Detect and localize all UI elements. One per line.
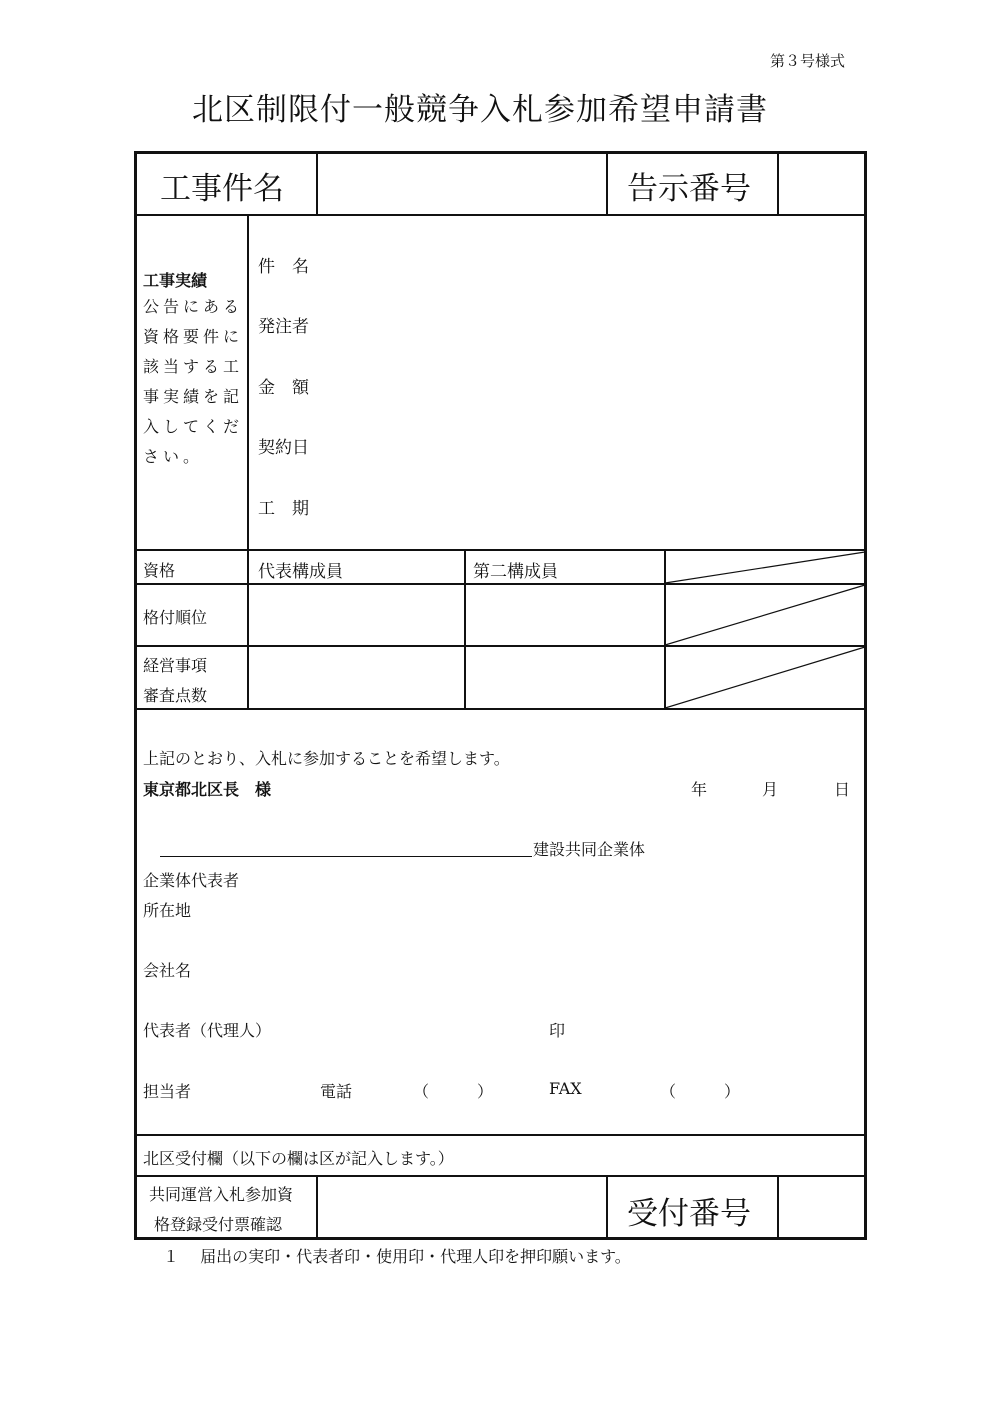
- record-field-name: 件 名: [258, 257, 309, 277]
- jv-suffix: 建設共同企業体: [533, 840, 646, 859]
- representative-member-header: 代表構成員: [258, 562, 343, 582]
- record-heading: 工事実績: [143, 271, 208, 290]
- representative-company-label: 企業体代表者: [143, 871, 240, 890]
- form-number: 第３号様式: [770, 52, 846, 70]
- fax-parentheses: （ ）: [660, 1082, 741, 1101]
- page-title: 北区制限付一般競争入札参加希望申請書: [192, 92, 768, 128]
- second-member-header: 第二構成員: [473, 562, 558, 582]
- fax-label: FAX: [549, 1079, 582, 1098]
- record-note-line: 公告にある: [143, 297, 244, 316]
- reception-heading: 北区受付欄（以下の欄は区が記入します。）: [143, 1149, 454, 1168]
- record-field-orderer: 発注者: [258, 317, 309, 337]
- record-field-contract-date: 契約日: [258, 438, 309, 458]
- record-note-line: 事実績を記: [143, 387, 244, 406]
- project-name-field[interactable]: [320, 156, 604, 212]
- footnote: １ 届出の実印・代表者印・使用印・代理人印を押印願います。: [163, 1247, 631, 1266]
- contact-person-label: 担当者: [143, 1082, 192, 1101]
- receipt-number-label: 受付番号: [627, 1196, 751, 1232]
- date-year: 年: [691, 780, 708, 799]
- date-month: 月: [762, 780, 779, 799]
- address-label: 所在地: [143, 901, 192, 920]
- confirm-field[interactable]: [320, 1179, 604, 1235]
- jv-name-underline: [160, 856, 532, 857]
- record-note-line: 該当する工: [143, 357, 244, 376]
- score-label-line2: 審査点数: [143, 686, 208, 705]
- seal-mark: 印: [549, 1021, 566, 1040]
- score-label-line1: 経営事項: [143, 656, 208, 675]
- record-field-period: 工 期: [258, 499, 309, 519]
- phone-label: 電話: [320, 1082, 353, 1101]
- confirm-label-line1: 共同運営入札参加資: [149, 1185, 294, 1204]
- application-statement: 上記のとおり、入札に参加することを希望します。: [143, 749, 510, 768]
- confirm-label-line2: 格登録受付票確認: [154, 1215, 283, 1234]
- record-note-line: 資格要件に: [143, 327, 244, 346]
- phone-parentheses: （ ）: [413, 1082, 494, 1101]
- record-note-line: さい。: [143, 447, 204, 466]
- company-name-label: 会社名: [143, 961, 192, 980]
- diagonal-strike-lines: [665, 550, 866, 710]
- record-field-amount: 金 額: [258, 378, 309, 398]
- record-note-line: 入してくだ: [143, 417, 244, 436]
- rank-label: 格付順位: [143, 608, 208, 627]
- notice-number-field[interactable]: [781, 156, 862, 212]
- representative-label: 代表者（代理人）: [143, 1021, 272, 1040]
- qualification-label: 資格: [143, 561, 176, 580]
- project-name-label: 工事件名: [160, 171, 284, 207]
- date-day: 日: [834, 780, 851, 799]
- notice-number-label: 告示番号: [627, 171, 751, 207]
- addressee: 東京都北区長 様: [143, 780, 272, 799]
- receipt-number-field[interactable]: [781, 1179, 862, 1235]
